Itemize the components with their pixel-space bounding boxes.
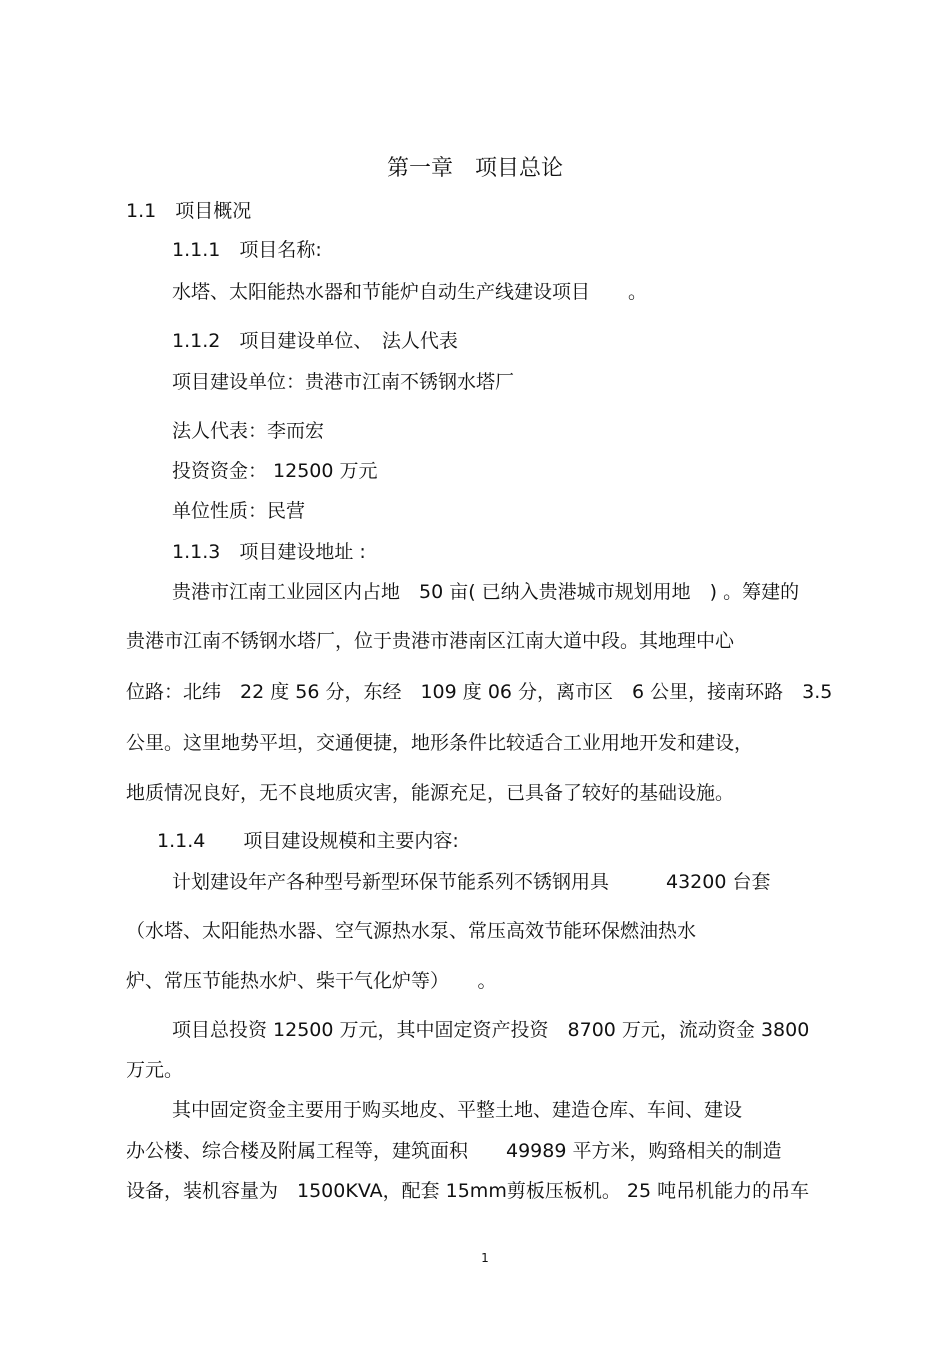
investment-amount: 投资资金： 12500 万元 — [172, 460, 378, 482]
paragraph-line: 贵港市江南工业园区内占地 50 亩( 已纳入贵港城市规划用地 ) 。筹建的 — [172, 581, 800, 603]
paragraph-line: （水塔、太阳能热水器、空气源热水泵、常压高效节能环保燃油热水 — [126, 920, 697, 942]
section-heading-1-1: 1.1 项目概况 — [126, 200, 252, 222]
paragraph-line: 办公楼、综合楼及附属工程等，建筑面积 49989 平方米，购臵相关的制造 — [126, 1140, 782, 1162]
paragraph-line: 炉、常压节能热水炉、柴干气化炉等） 。 — [126, 970, 497, 992]
paragraph-line: 地质情况良好，无不良地质灾害，能源充足，已具备了较好的基础设施。 — [126, 782, 735, 804]
paragraph-line: 设备，装机容量为 1500KVA，配套 15mm剪板压板机。 25 吨吊机能力的吊车 — [126, 1180, 810, 1202]
paragraph-line: 公里。这里地势平坦，交通便捷，地形条件比较适合工业用地开发和建设， — [126, 732, 754, 754]
paragraph-line: 计划建设年产各种型号新型环保节能系列不锈钢用具 43200 台套 — [172, 871, 771, 893]
project-name: 水塔、太阳能热水器和节能炉自动生产线建设项目 。 — [172, 281, 648, 303]
paragraph-line: 万元。 — [126, 1059, 184, 1081]
legal-representative: 法人代表：李而宏 — [172, 420, 325, 442]
page-number: 1 — [481, 1251, 489, 1265]
paragraph-line: 项目总投资 12500 万元，其中固定资产投资 8700 万元，流动资金 3800 — [172, 1019, 810, 1041]
chapter-title: 第一章 项目总论 — [386, 156, 563, 181]
section-heading-1-1-4: 1.1.4 项目建设规模和主要内容: — [157, 830, 459, 852]
paragraph-line: 其中固定资金主要用于购买地皮、平整土地、建造仓库、车间、建设 — [172, 1099, 743, 1121]
section-heading-1-1-1: 1.1.1 项目名称: — [172, 239, 322, 261]
section-heading-1-1-3: 1.1.3 项目建设地址 : — [172, 541, 366, 563]
construction-unit: 项目建设单位：贵港市江南不锈钢水塔厂 — [172, 371, 515, 393]
paragraph-line: 位路：北纬 22 度 56 分，东经 109 度 06 分，离市区 6 公里，接南环路 3.5 — [126, 681, 833, 703]
paragraph-line: 贵港市江南不锈钢水塔厂，位于贵港市港南区江南大道中段。其地理中心 — [126, 630, 735, 652]
unit-nature: 单位性质：民营 — [172, 500, 306, 522]
section-heading-1-1-2: 1.1.2 项目建设单位、 法人代表 — [172, 330, 458, 352]
